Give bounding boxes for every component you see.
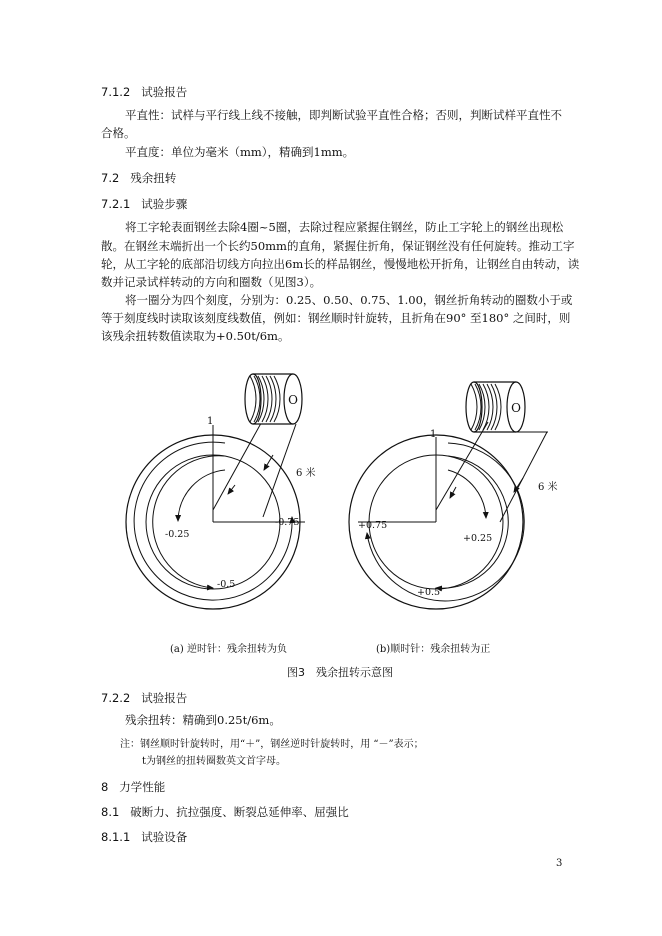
note-line-2: t为钢丝的扭转圈数英文首字母。: [142, 756, 287, 767]
left-length-label: 6 米: [296, 468, 316, 479]
spool-label-right: O: [511, 401, 521, 415]
spool-label-left: O: [288, 393, 298, 407]
procedure-line-1: 将工字轮表面钢丝去除4圈~5圈，去除过程应紧握住钢丝，防止工字轮上的钢丝出现松: [125, 220, 564, 234]
heading-8: 8 力学性能: [101, 780, 166, 794]
left-mark-0-75: -0.75: [275, 517, 300, 528]
right-mark-0-75: +0.75: [358, 520, 388, 531]
reading-line-2: 等于刻度线时读取该刻度线数值，例如：钢丝顺时针旋转，且折角在90° 至180° 之间时，则: [101, 311, 571, 325]
figure-title: 图3 残余扭转示意图: [287, 666, 393, 679]
left-mark-0-25: -0.25: [165, 529, 190, 540]
right-length-label: 6 米: [538, 482, 558, 493]
right-top-label: 1: [430, 429, 437, 440]
heading-7-2-1: 7.2.1 试验步骤: [101, 197, 188, 211]
flatness-unit-paragraph: 平直度：单位为毫米（mm），精确到1mm。: [125, 145, 355, 159]
procedure-line-2: 散。在钢丝末端折出一个长约50mm的直角，紧握住折角，保证钢丝没有任何旋转。推动工字: [101, 239, 575, 253]
page-number: 3: [556, 858, 563, 869]
note-line-1: 注：钢丝顺时针旋转时，用“＋”，钢丝逆时针旋转时，用 “－”表示；: [120, 739, 424, 750]
right-mark-0-25: +0.25: [463, 533, 493, 544]
left-top-label: 1: [207, 416, 214, 427]
heading-8-1-1: 8.1.1 试验设备: [101, 830, 188, 844]
spool-right: [466, 382, 548, 432]
left-mark-0-5: -0.5: [217, 579, 236, 590]
report-paragraph: 残余扭转：精确到0.25t/6m。: [125, 713, 281, 727]
procedure-line-4: 数并记录试样转动的方向和圈数（见图3）。: [101, 275, 322, 289]
flatness-paragraph-line-1: 平直性：试样与平行线上线不接触，即判断试验平直性合格；否则，判断试样平直性不: [125, 108, 562, 122]
diagram-clockwise: [349, 382, 558, 609]
residual-torsion-figure: [100, 360, 570, 660]
diagram-counterclockwise: [126, 374, 316, 609]
procedure-line-3: 轮，从工字轮的底部沿切线方向拉出6m长的样品钢丝，慢慢地松开折角，让钢丝自由转动，读: [101, 257, 580, 271]
reading-line-3: 该残余扭转数值读取为+0.50t/6m。: [101, 329, 290, 343]
spool-left: [245, 374, 302, 424]
reading-line-1: 将一圈分为四个刻度，分别为：0.25、0.50、0.75、1.00，钢丝折角转动的圈数小于或: [125, 293, 573, 307]
heading-8-1: 8.1 破断力、抗拉强度、断裂总延伸率、屈强比: [101, 805, 349, 819]
heading-7-1-2: 7.1.2 试验报告: [101, 85, 188, 99]
caption-a: (a) 逆时针：残余扭转为负: [170, 644, 287, 655]
caption-b: (b)顺时针：残余扭转为正: [376, 644, 491, 655]
flatness-paragraph-line-2: 合格。: [101, 126, 136, 140]
heading-7-2: 7.2 残余扭转: [101, 171, 177, 185]
right-mark-0-5: +0.5: [417, 587, 441, 598]
heading-7-2-2: 7.2.2 试验报告: [101, 691, 188, 705]
